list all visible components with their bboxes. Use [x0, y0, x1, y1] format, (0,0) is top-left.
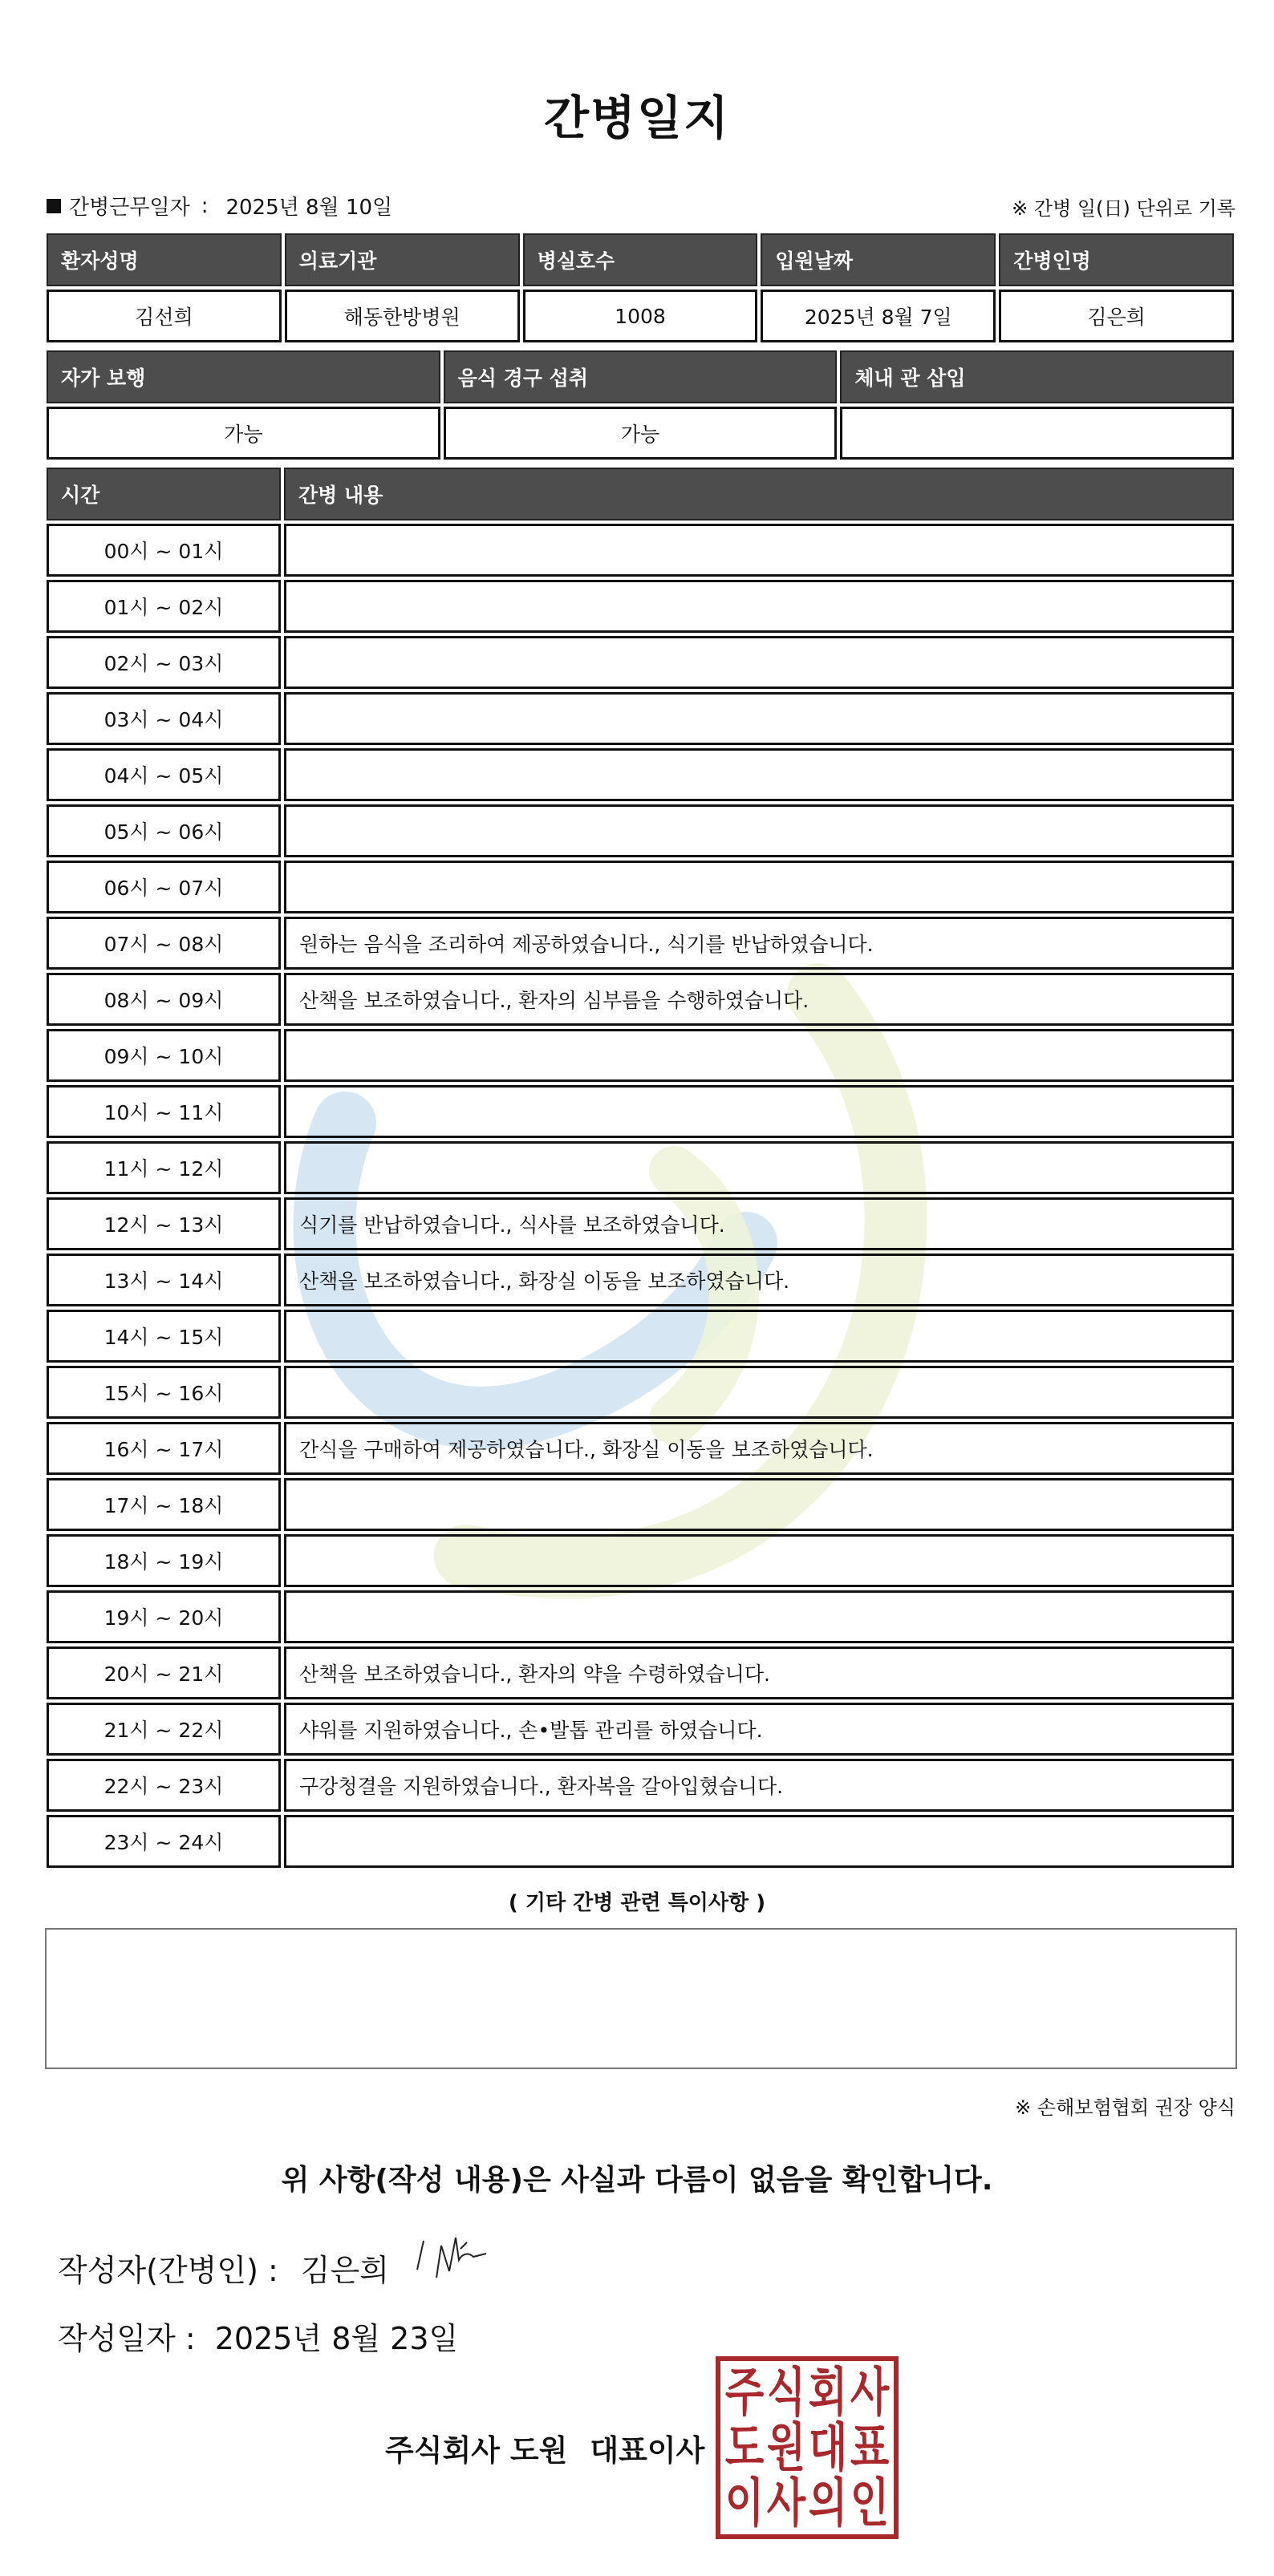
care-log-content: [284, 748, 1234, 801]
patient-info-value-row: [47, 290, 1234, 342]
care-log-content: [284, 580, 1234, 633]
care-log-row: [47, 1703, 1234, 1756]
care-log-row: [47, 1534, 1234, 1587]
self-walking-value: 가능: [47, 407, 440, 460]
care-log-time: 21시 ~ 22시: [47, 1703, 281, 1756]
stamp-glyph: 식: [766, 2361, 806, 2423]
notes-box: [45, 1928, 1237, 2069]
care-log-time: 11시 ~ 12시: [47, 1141, 281, 1194]
care-log-time: 18시 ~ 19시: [47, 1534, 281, 1587]
care-log-row: [47, 1759, 1234, 1812]
company-name: 주식회사 도원: [385, 2433, 568, 2468]
patient-status-value-row: [47, 407, 1234, 460]
care-log-time: 16시 ~ 17시: [47, 1422, 281, 1475]
care-log-row: [47, 1085, 1234, 1138]
care-log-time: 22시 ~ 23시: [47, 1759, 281, 1812]
care-log-row: [47, 1141, 1234, 1194]
care-log-content: 산책을 보조하였습니다., 화장실 이동을 보조하였습니다.: [284, 1254, 1234, 1306]
patient-status-table: [43, 347, 1237, 463]
confirmation-statement: 위 사항(작성 내용)은 사실과 다름이 없음을 확인합니다.: [281, 2164, 993, 2197]
care-log-time: 14시 ~ 15시: [47, 1310, 281, 1363]
unit-note: ※ 간병 일(日) 단위로 기록: [1012, 197, 1235, 220]
care-log-time: 01시 ~ 02시: [47, 580, 281, 633]
care-log-content: [284, 524, 1234, 577]
page-title: 간병일지: [543, 91, 731, 145]
stamp-glyph: 도: [724, 2417, 765, 2478]
care-log-table: [43, 464, 1237, 1871]
caregiver-name: 김은희: [999, 290, 1234, 342]
work-date: [47, 191, 392, 221]
care-log-time: 20시 ~ 21시: [47, 1646, 281, 1699]
care-log-row: [47, 1478, 1234, 1531]
care-log-row: [47, 1254, 1234, 1306]
care-log-content: [284, 1815, 1234, 1868]
stamp-glyph: 주: [724, 2361, 765, 2423]
care-log-content: [284, 1085, 1234, 1138]
care-log-row: [47, 1815, 1234, 1868]
stamp-glyph: 이: [724, 2473, 765, 2534]
care-log-row: [47, 748, 1234, 801]
care-log-content: [284, 1310, 1234, 1363]
care-log-body: [47, 524, 1234, 1868]
recommend-note: ※ 손해보험협회 권장 양식: [1015, 2096, 1235, 2119]
care-log-time: 19시 ~ 20시: [47, 1590, 281, 1643]
care-log-time: 09시 ~ 10시: [47, 1029, 281, 1082]
notes-title: ( 기타 간병 관련 특이사항 ): [508, 1891, 766, 1915]
header-patient-name: 환자성명: [47, 233, 282, 286]
company-representative: 대표이사: [590, 2433, 705, 2468]
care-log-content: [284, 1366, 1234, 1419]
care-log-row: [47, 1590, 1234, 1643]
company-seal-stamp: [716, 2356, 899, 2539]
written-date-label: 작성일자 :: [58, 2321, 196, 2356]
header-room-number: 병실호수: [523, 233, 758, 286]
stamp-glyph: 의: [808, 2473, 848, 2534]
care-log-content: [284, 1590, 1234, 1643]
care-log-content: [284, 1141, 1234, 1194]
care-log-content: [284, 1534, 1234, 1587]
care-log-row: [47, 917, 1234, 970]
care-log-content: 구강청결을 지원하였습니다., 환자복을 갈아입혔습니다.: [284, 1759, 1234, 1812]
room-number: 1008: [523, 290, 758, 342]
stamp-glyph: 표: [850, 2417, 890, 2478]
patient-status-header-row: [47, 350, 1234, 403]
header-care-content: 간병 내용: [284, 468, 1234, 520]
care-log-time: 02시 ~ 03시: [47, 636, 281, 689]
care-log-row: [47, 861, 1234, 913]
stamp-glyph: 인: [850, 2473, 890, 2534]
work-date-value: 2025년 8월 10일: [225, 196, 393, 220]
care-log-time: 07시 ~ 08시: [47, 917, 281, 970]
care-log-content: 간식을 구매하여 제공하였습니다., 화장실 이동을 보조하였습니다.: [284, 1422, 1234, 1475]
care-log-time: 17시 ~ 18시: [47, 1478, 281, 1531]
care-log-content: [284, 861, 1234, 913]
care-log-row: [47, 1366, 1234, 1419]
care-log-content: [284, 1029, 1234, 1082]
stamp-glyph: 사: [766, 2473, 806, 2534]
writer-line: [58, 2246, 389, 2290]
care-log-content: [284, 636, 1234, 689]
work-date-separator: :: [201, 193, 209, 218]
written-date-value: 2025년 8월 23일: [214, 2321, 459, 2356]
care-log-content: 식기를 반납하였습니다., 식사를 보조하였습니다.: [284, 1197, 1234, 1250]
stamp-glyph: 회: [808, 2361, 848, 2423]
care-log-time: 10시 ~ 11시: [47, 1085, 281, 1138]
patient-info-table: [43, 230, 1237, 346]
care-log-row: [47, 692, 1234, 745]
header-time: 시간: [47, 468, 281, 520]
written-date-line: [58, 2314, 458, 2358]
care-log-content: [284, 804, 1234, 857]
care-log-time: 15시 ~ 16시: [47, 1366, 281, 1419]
stamp-glyph: 원: [766, 2417, 806, 2478]
care-log-time: 04시 ~ 05시: [47, 748, 281, 801]
care-log-row: [47, 1422, 1234, 1475]
patient-name: 김선희: [47, 290, 282, 342]
care-log-time: 05시 ~ 06시: [47, 804, 281, 857]
care-log-time: 06시 ~ 07시: [47, 861, 281, 913]
care-log-time: 13시 ~ 14시: [47, 1254, 281, 1306]
header-hospital: 의료기관: [285, 233, 520, 286]
care-log-time: 00시 ~ 01시: [47, 524, 281, 577]
care-log-content: [284, 1478, 1234, 1531]
work-date-label: 간병근무일자: [69, 196, 190, 220]
care-log-row: [47, 1310, 1234, 1363]
header-oral-intake: 음식 경구 섭취: [444, 350, 838, 403]
care-log-row: [47, 1197, 1234, 1250]
care-log-row: [47, 636, 1234, 689]
care-log-row: [47, 804, 1234, 857]
care-log-content: 샤워를 지원하였습니다., 손•발톱 관리를 하였습니다.: [284, 1703, 1234, 1756]
care-log-time: 03시 ~ 04시: [47, 692, 281, 745]
stamp-glyph: 사: [850, 2361, 890, 2423]
writer-label: 작성자(간병인) :: [58, 2253, 278, 2288]
square-bullet-icon: [47, 199, 61, 213]
care-log-row: [47, 1029, 1234, 1082]
company-line: [385, 2426, 704, 2469]
care-log-content: 산책을 보조하였습니다., 환자의 약을 수령하였습니다.: [284, 1646, 1234, 1699]
header-caregiver-name: 간병인명: [999, 233, 1234, 286]
care-log-content: 원하는 음식을 조리하여 제공하였습니다., 식기를 반납하였습니다.: [284, 917, 1234, 970]
care-log-header-row: [47, 468, 1234, 520]
care-log-time: 23시 ~ 24시: [47, 1815, 281, 1868]
care-log-content: [284, 692, 1234, 745]
writer-name: 김은희: [300, 2253, 389, 2288]
handwritten-signature: [409, 2222, 497, 2294]
care-log-content: 산책을 보조하였습니다., 환자의 심부름을 수행하였습니다.: [284, 973, 1234, 1026]
care-log-time: 12시 ~ 13시: [47, 1197, 281, 1250]
care-log-row: [47, 1646, 1234, 1699]
header-admission-date: 입원날짜: [761, 233, 996, 286]
admission-date: 2025년 8월 7일: [761, 290, 996, 342]
care-log-time: 08시 ~ 09시: [47, 973, 281, 1026]
oral-intake-value: 가능: [444, 407, 838, 460]
hospital-name: 해동한방병원: [285, 290, 520, 342]
header-self-walking: 자가 보행: [47, 350, 440, 403]
care-log-row: [47, 973, 1234, 1026]
care-log-row: [47, 524, 1234, 577]
tube-insertion-value: [840, 407, 1234, 460]
header-tube-insertion: 체내 관 삽입: [840, 350, 1234, 403]
patient-info-header-row: [47, 233, 1234, 286]
care-log-row: [47, 580, 1234, 633]
stamp-glyph: 대: [808, 2417, 848, 2478]
